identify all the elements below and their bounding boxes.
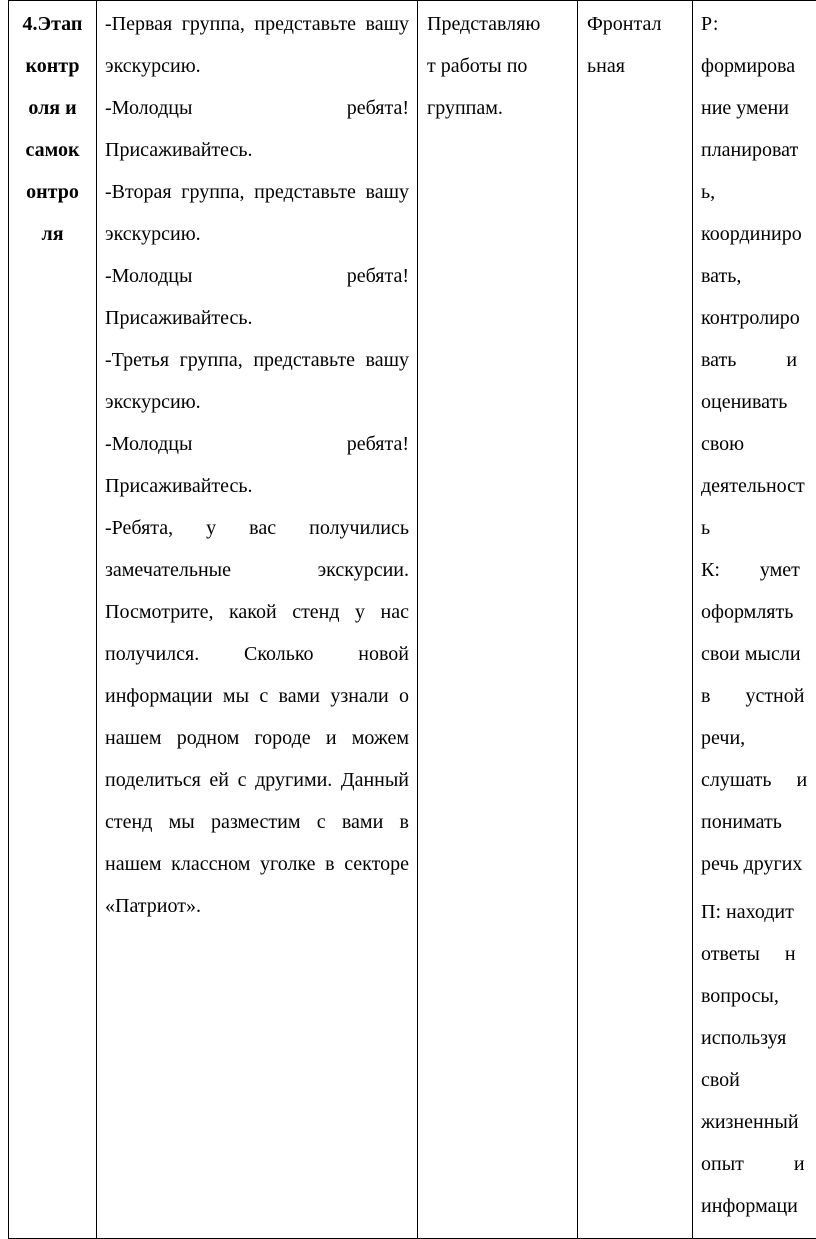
uud-communicative-line: оформлять <box>701 601 794 623</box>
stage-line: самок <box>25 139 80 161</box>
uud-cognitive-line: жизненный <box>701 1111 799 1133</box>
uud-regulatory-line: ь <box>701 517 711 539</box>
uud-cognitive-line: опыт и <box>701 1153 805 1175</box>
uud-regulatory-line: свою <box>701 433 745 455</box>
uud-regulatory-line: формирова <box>701 55 796 77</box>
uud-communicative-line: свои мысли <box>701 643 801 665</box>
uud-cognitive-line: ответы н <box>701 943 796 965</box>
dialog-paragraph: -Ребята, у вас получились замечательные экскурсии. Посмотрите, какой стенд у нас получился. Сколько новой информации мы с вами узнали о нашем родном городе и можем поделиться ей с другими. Данный стенд мы разместим с вами в нашем классном уголке в секторе «Патриот». <box>105 517 409 917</box>
uud-text <box>701 3 816 1227</box>
dialog-paragraph: -Молодцы ребята! Присаживайтесь. <box>105 433 409 497</box>
uud-regulatory-line: планироват <box>701 139 799 161</box>
work-form-cell <box>578 1 693 1239</box>
dialog-paragraph: -Молодцы ребята! Присаживайтесь. <box>105 265 409 329</box>
uud-regulatory-line: Р: <box>701 13 719 35</box>
stage-line: 4.Этап <box>22 13 83 35</box>
stage-title <box>9 3 96 255</box>
activity-line: Представляю <box>427 13 541 35</box>
uud-communicative-line: речи, <box>701 727 746 749</box>
activity-line: группам. <box>427 97 503 119</box>
dialog-paragraph: -Третья группа, представьте вашу экскурсию. <box>105 349 409 413</box>
uud-cognitive-line: П: находит <box>701 901 794 923</box>
uud-communicative-line: слушать и <box>701 769 808 791</box>
uud-regulatory-line: контролиро <box>701 307 800 329</box>
teacher-dialog-cell <box>97 1 418 1239</box>
stage-line: оля и <box>28 97 77 119</box>
activity-line: т работы по <box>427 55 528 77</box>
uud-regulatory-line: деятельност <box>701 475 805 497</box>
uud-communicative-line: понимать <box>701 811 782 833</box>
uud-cognitive-line: информаци <box>701 1195 798 1217</box>
dialog-paragraph: -Вторая группа, представьте вашу экскурсию. <box>105 181 409 245</box>
student-activity-cell <box>418 1 578 1239</box>
uud-communicative-line: речь других <box>701 853 803 875</box>
table-row <box>9 1 816 1239</box>
uud-cognitive-line: вопросы, <box>701 985 779 1007</box>
uud-regulatory-line: координиро <box>701 223 802 245</box>
stage-line: ля <box>41 223 64 245</box>
uud-communicative-line: К: умет <box>701 559 800 581</box>
uud-cognitive-line: свой <box>701 1069 740 1091</box>
dialog-paragraph: -Первая группа, представьте вашу экскурсию. <box>105 13 409 77</box>
dialog-paragraph: -Молодцы ребята! Присаживайтесь. <box>105 97 409 161</box>
uud-regulatory-line: ние умени <box>701 97 789 119</box>
uud-regulatory-line: вать и <box>701 349 798 371</box>
uud-regulatory-line: ь, <box>701 181 716 203</box>
work-form-line: ьная <box>587 55 625 77</box>
uud-communicative-line: в устной <box>701 685 805 707</box>
work-form-line: Фронтал <box>587 13 662 35</box>
stage-line: онтро <box>26 181 79 203</box>
uud-cognitive-line: используя <box>701 1027 787 1049</box>
stage-line: контр <box>25 55 80 77</box>
uud-regulatory-line: оценивать <box>701 391 788 413</box>
lesson-plan-table <box>8 0 816 1239</box>
stage-cell <box>9 1 97 1239</box>
uud-regulatory-line: вать, <box>701 265 742 287</box>
uud-cell <box>693 1 816 1239</box>
